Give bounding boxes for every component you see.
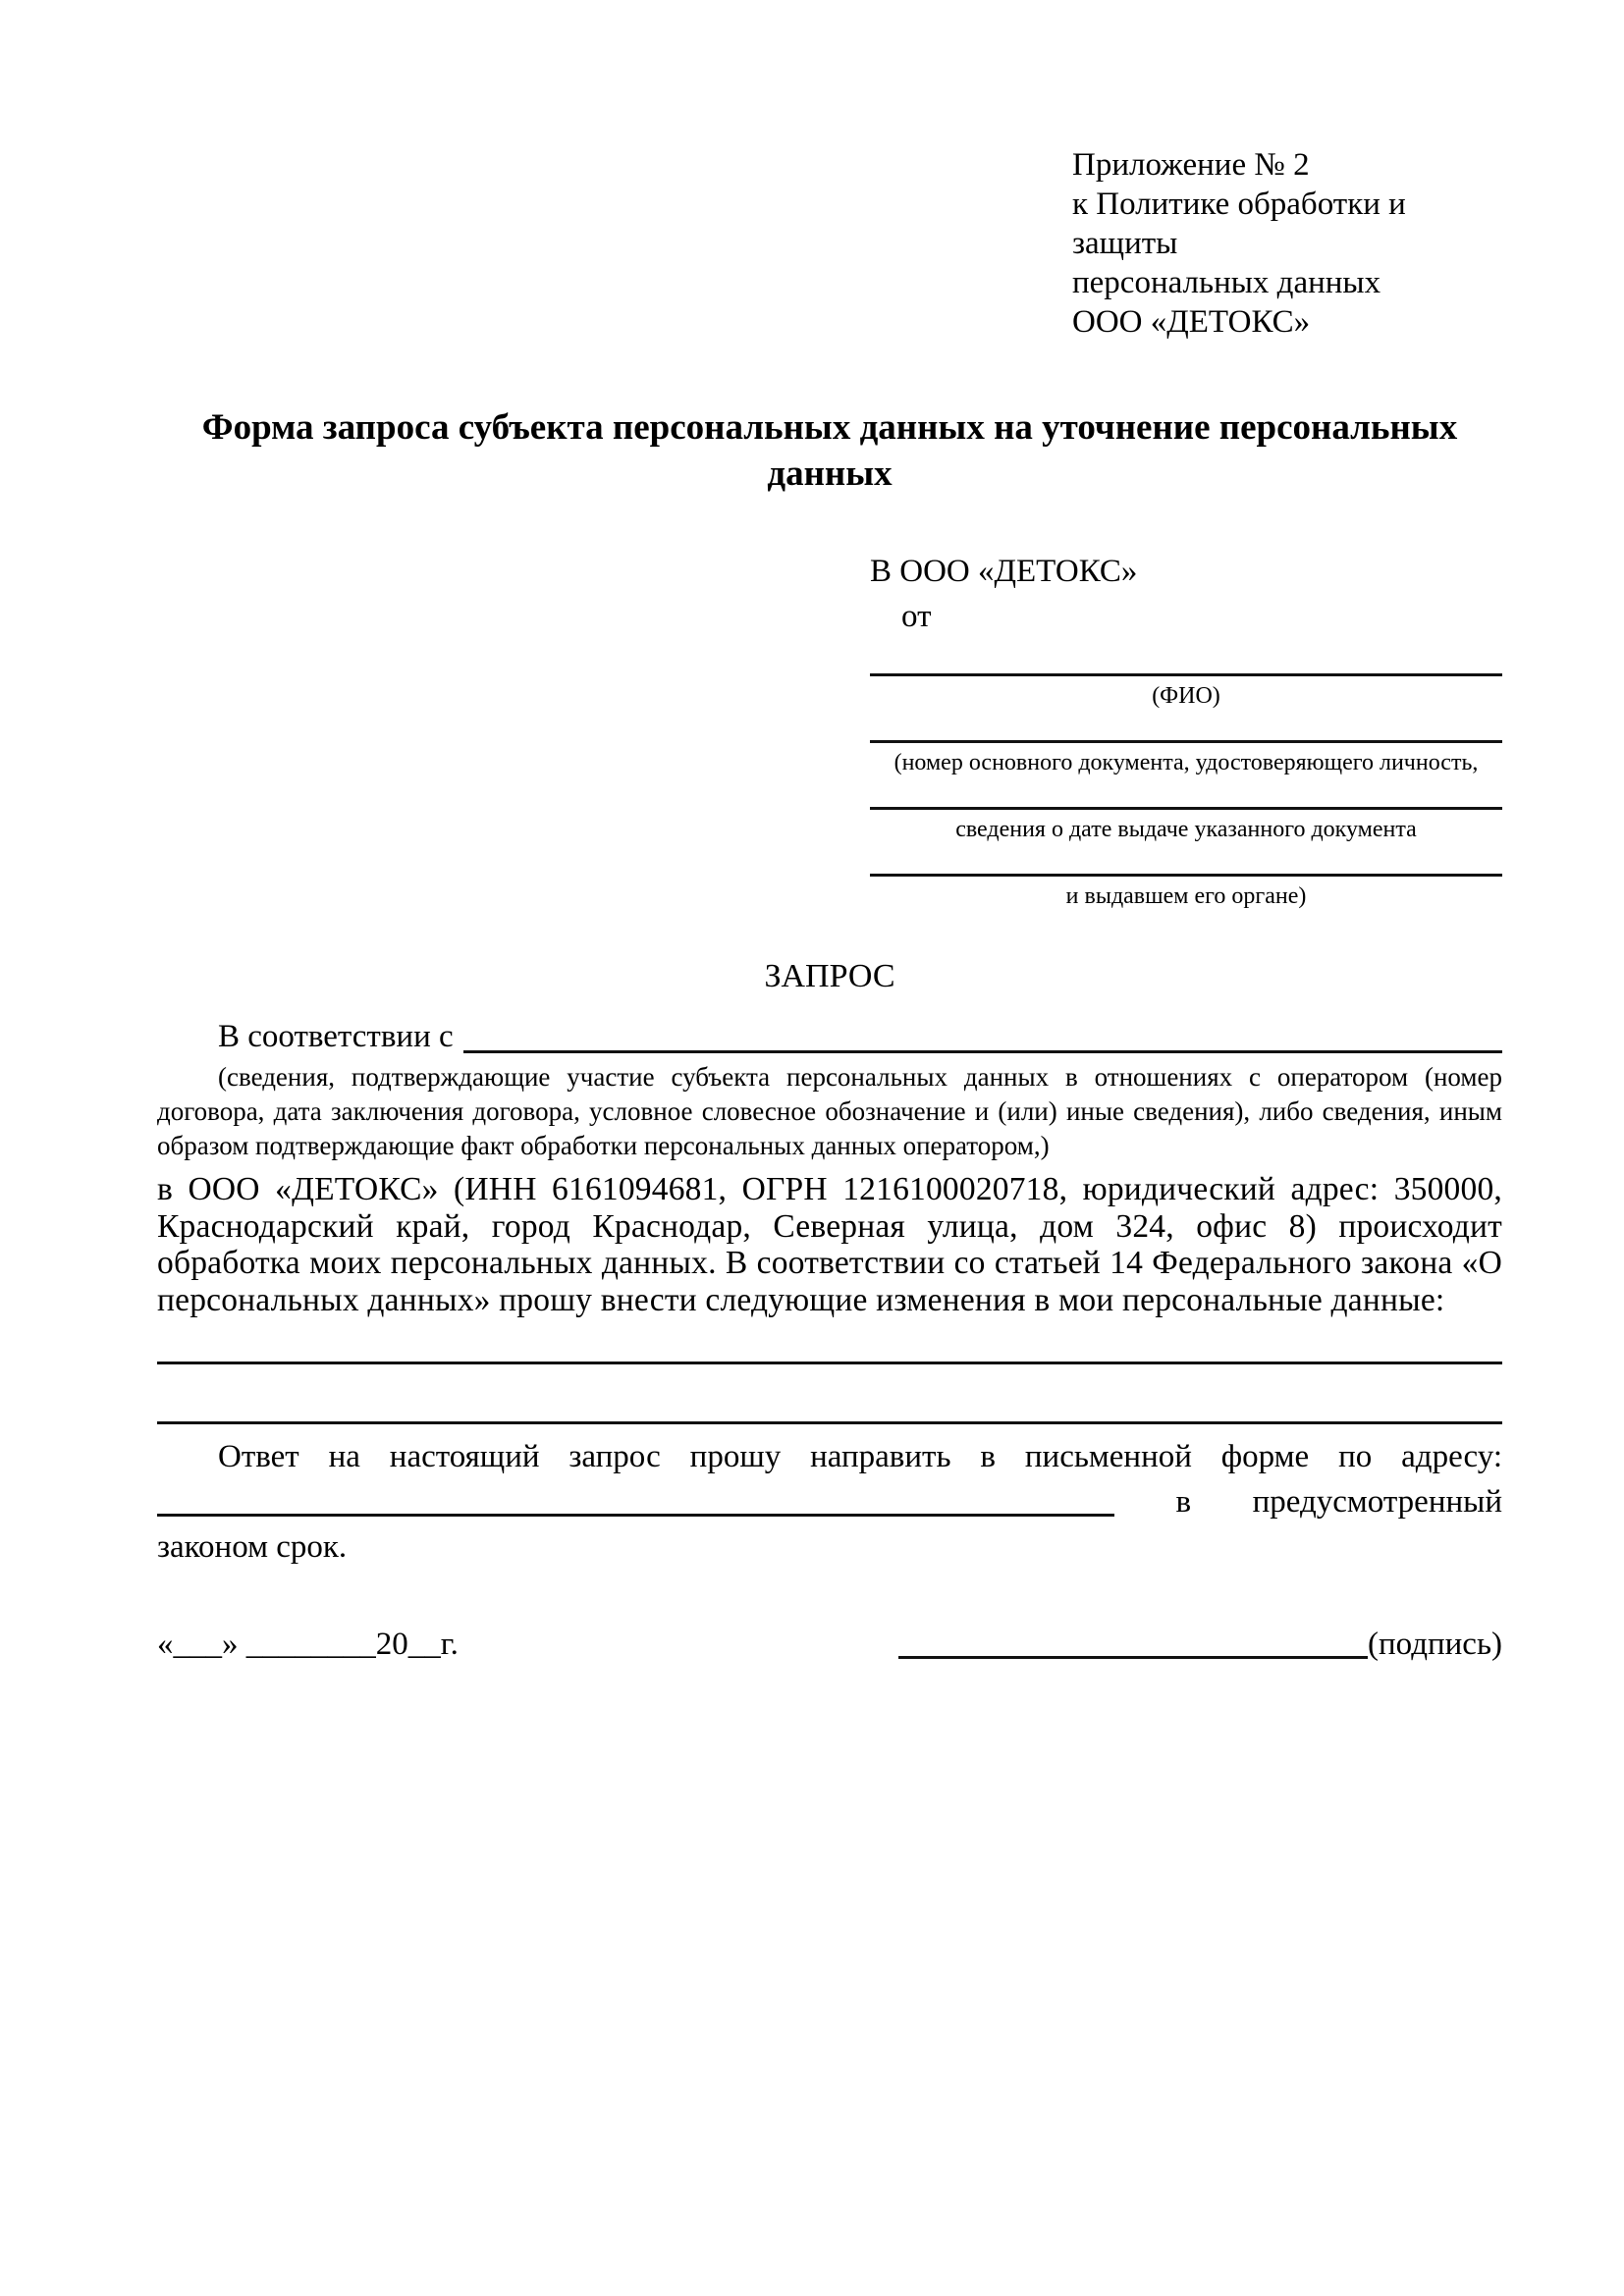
issuing-authority-field: [870, 874, 1502, 911]
explanatory-note: (сведения, подтверждающие участие субъекта персональных данных в отношениях с оператором (номер договора, дата заключения договора, условное словесное обозначение и (или) иные сведения), либо сведения, иным образом подтверждающие факт обработки персональных данных оператором,): [157, 1062, 1502, 1160]
request-body: в ООО «ДЕТОКС» (ИНН 6161094681, ОГРН 1216100020718, юридический адрес: 350000, Краснодарский край, город Краснодар, Северная улица, дом 324, офис 8) происходит обработка моих персональных данных. В соответствии со статьей 14 Федерального закона «О персональных данных» прошу внести следующие изменения в мои персональные данные:: [157, 1171, 1502, 1318]
field-caption: и выдавшем его органе): [1065, 883, 1307, 909]
fill-line: [870, 673, 1502, 676]
issue-date-field: [870, 807, 1502, 844]
date-field: «___» ________20__г.: [157, 1627, 459, 1662]
addressee-block: [870, 552, 1502, 911]
answer-word-predusmotrenny: предусмотренный: [1252, 1484, 1502, 1520]
date-signature-row: [157, 1625, 1502, 1664]
addressee-fields: [870, 673, 1502, 911]
fill-line: [870, 740, 1502, 743]
addressee-organization: В ООО «ДЕТОКС»: [870, 554, 1138, 589]
document-number-field: [870, 740, 1502, 777]
request-heading: ЗАПРОС: [764, 958, 895, 994]
appendix-header-line: Приложение № 2: [1072, 147, 1310, 183]
fio-field: [870, 673, 1502, 711]
appendix-header-line: персональных данных: [1072, 265, 1381, 300]
answer-word-v: в: [1175, 1484, 1192, 1520]
intro-line: [157, 1017, 1502, 1056]
answer-paragraph-line1: Ответ на настоящий запрос прошу направить в письменной форме по адресу:: [218, 1439, 1502, 1474]
field-caption: сведения о дате выдаче указанного документа: [955, 817, 1417, 842]
intro-prefix: В соответствии с: [218, 1019, 454, 1054]
signature-line: [898, 1656, 1368, 1659]
appendix-header-line: ООО «ДЕТОКС»: [1072, 304, 1311, 340]
answer-paragraph-line3: законом срок.: [157, 1529, 348, 1565]
fill-line: [870, 807, 1502, 810]
field-caption: (ФИО): [1152, 683, 1220, 709]
fill-line: [463, 1050, 1502, 1053]
answer-paragraph-line2: [157, 1483, 1502, 1521]
address-fill-line: [157, 1514, 1114, 1517]
appendix-header-line: к Политике обработки и защиты: [1072, 187, 1406, 261]
blank-fill-line-1: [157, 1362, 1502, 1364]
form-title: Форма запроса субъекта персональных данных на уточнение персональных данных: [201, 407, 1458, 494]
field-caption: (номер основного документа, удостоверяющего личность,: [893, 750, 1479, 775]
signature-caption: (подпись): [1368, 1627, 1502, 1662]
from-label: от: [901, 599, 932, 634]
signature-group: [898, 1625, 1502, 1664]
blank-fill-line-2: [157, 1421, 1502, 1424]
fill-line: [870, 874, 1502, 877]
appendix-header: [1072, 145, 1502, 342]
